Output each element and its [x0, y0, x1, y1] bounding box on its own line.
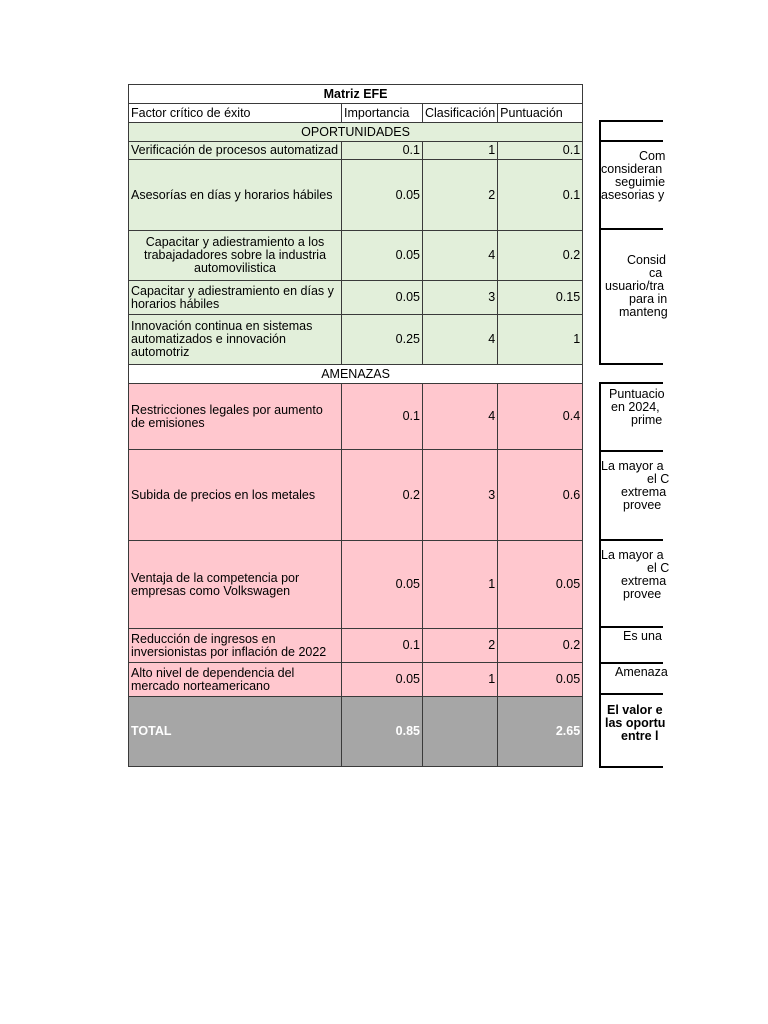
comment-note: La mayor a el C extrema provee: [601, 548, 670, 601]
efe-matrix-table: [128, 84, 583, 767]
comment-note: Com consideran seguimie asesorias y: [601, 149, 666, 202]
factor-cell: Capacitar y adiestramiento a los trabajadadores sobre la industria automovilistica: [129, 231, 342, 281]
importancia-cell: 0.25: [342, 315, 423, 365]
table-row: [129, 384, 583, 450]
table-row: [129, 281, 583, 315]
puntuacion-cell: 0.15: [498, 281, 583, 315]
clasificacion-cell: 1: [423, 142, 498, 160]
section-oportunidades: OPORTUNIDADES: [129, 123, 583, 142]
total-importancia: 0.85: [342, 697, 423, 767]
factor-cell: Reducción de ingresos en inversionistas por inflación de 2022: [129, 629, 342, 663]
header-importancia: Importancia: [342, 104, 423, 123]
clasificacion-cell: 4: [423, 231, 498, 281]
puntuacion-cell: 0.2: [498, 629, 583, 663]
puntuacion-cell: 0.6: [498, 450, 583, 541]
factor-cell: Asesorías en días y horarios hábiles: [129, 160, 342, 231]
clasificacion-cell: 2: [423, 629, 498, 663]
table-row: [129, 541, 583, 629]
importancia-cell: 0.1: [342, 142, 423, 160]
importancia-cell: 0.05: [342, 231, 423, 281]
importancia-cell: 0.1: [342, 384, 423, 450]
comment-note: Es una: [623, 629, 662, 643]
clasificacion-cell: 3: [423, 450, 498, 541]
puntuacion-cell: 0.2: [498, 231, 583, 281]
puntuacion-cell: 0.1: [498, 160, 583, 231]
comment-note-total: El valor e las oportu entre l: [605, 703, 666, 743]
factor-cell: Verificación de procesos automatizad: [129, 142, 342, 160]
factor-cell: Subida de precios en los metales: [129, 450, 342, 541]
comment-note: Consid ca usuario/tra para in manteng: [605, 253, 668, 319]
puntuacion-cell: 0.05: [498, 663, 583, 697]
importancia-cell: 0.05: [342, 541, 423, 629]
table-row: [129, 315, 583, 365]
header-puntuacion: Puntuación: [498, 104, 583, 123]
total-clasificacion: [423, 697, 498, 767]
table-row: [129, 160, 583, 231]
factor-cell: Ventaja de la competencia por empresas como Volkswagen: [129, 541, 342, 629]
table-row: [129, 231, 583, 281]
table-row: [129, 142, 583, 160]
puntuacion-cell: 0.05: [498, 541, 583, 629]
importancia-cell: 0.1: [342, 629, 423, 663]
puntuacion-cell: 0.4: [498, 384, 583, 450]
importancia-cell: 0.05: [342, 160, 423, 231]
table-row: [129, 663, 583, 697]
total-row: [129, 697, 583, 767]
factor-cell: Capacitar y adiestramiento en días y horarios hábiles: [129, 281, 342, 315]
header-clasificacion: Clasificación: [423, 104, 498, 123]
table-title: Matriz EFE: [129, 85, 583, 104]
clasificacion-cell: 4: [423, 315, 498, 365]
importancia-cell: 0.2: [342, 450, 423, 541]
importancia-cell: 0.05: [342, 281, 423, 315]
clasificacion-cell: 1: [423, 541, 498, 629]
total-label: TOTAL: [129, 697, 342, 767]
puntuacion-cell: 0.1: [498, 142, 583, 160]
factor-cell: Alto nivel de dependencia del mercado norteamericano: [129, 663, 342, 697]
importancia-cell: 0.05: [342, 663, 423, 697]
comments-column: [599, 120, 670, 770]
clasificacion-cell: 2: [423, 160, 498, 231]
header-row: [129, 104, 583, 123]
table-row: [129, 629, 583, 663]
factor-cell: Restricciones legales por aumento de emisiones: [129, 384, 342, 450]
total-puntuacion: 2.65: [498, 697, 583, 767]
comment-note: La mayor a el C extrema provee: [601, 459, 670, 512]
clasificacion-cell: 3: [423, 281, 498, 315]
clasificacion-cell: 4: [423, 384, 498, 450]
factor-cell: Innovación continua en sistemas automatizados e innovación automotriz: [129, 315, 342, 365]
section-amenazas: AMENAZAS: [129, 365, 583, 384]
comment-note: Amenaza: [615, 665, 668, 679]
puntuacion-cell: 1: [498, 315, 583, 365]
clasificacion-cell: 1: [423, 663, 498, 697]
comment-note: Puntuacio en 2024, prime: [609, 387, 665, 427]
header-factor: Factor crítico de éxito: [129, 104, 342, 123]
table-row: [129, 450, 583, 541]
